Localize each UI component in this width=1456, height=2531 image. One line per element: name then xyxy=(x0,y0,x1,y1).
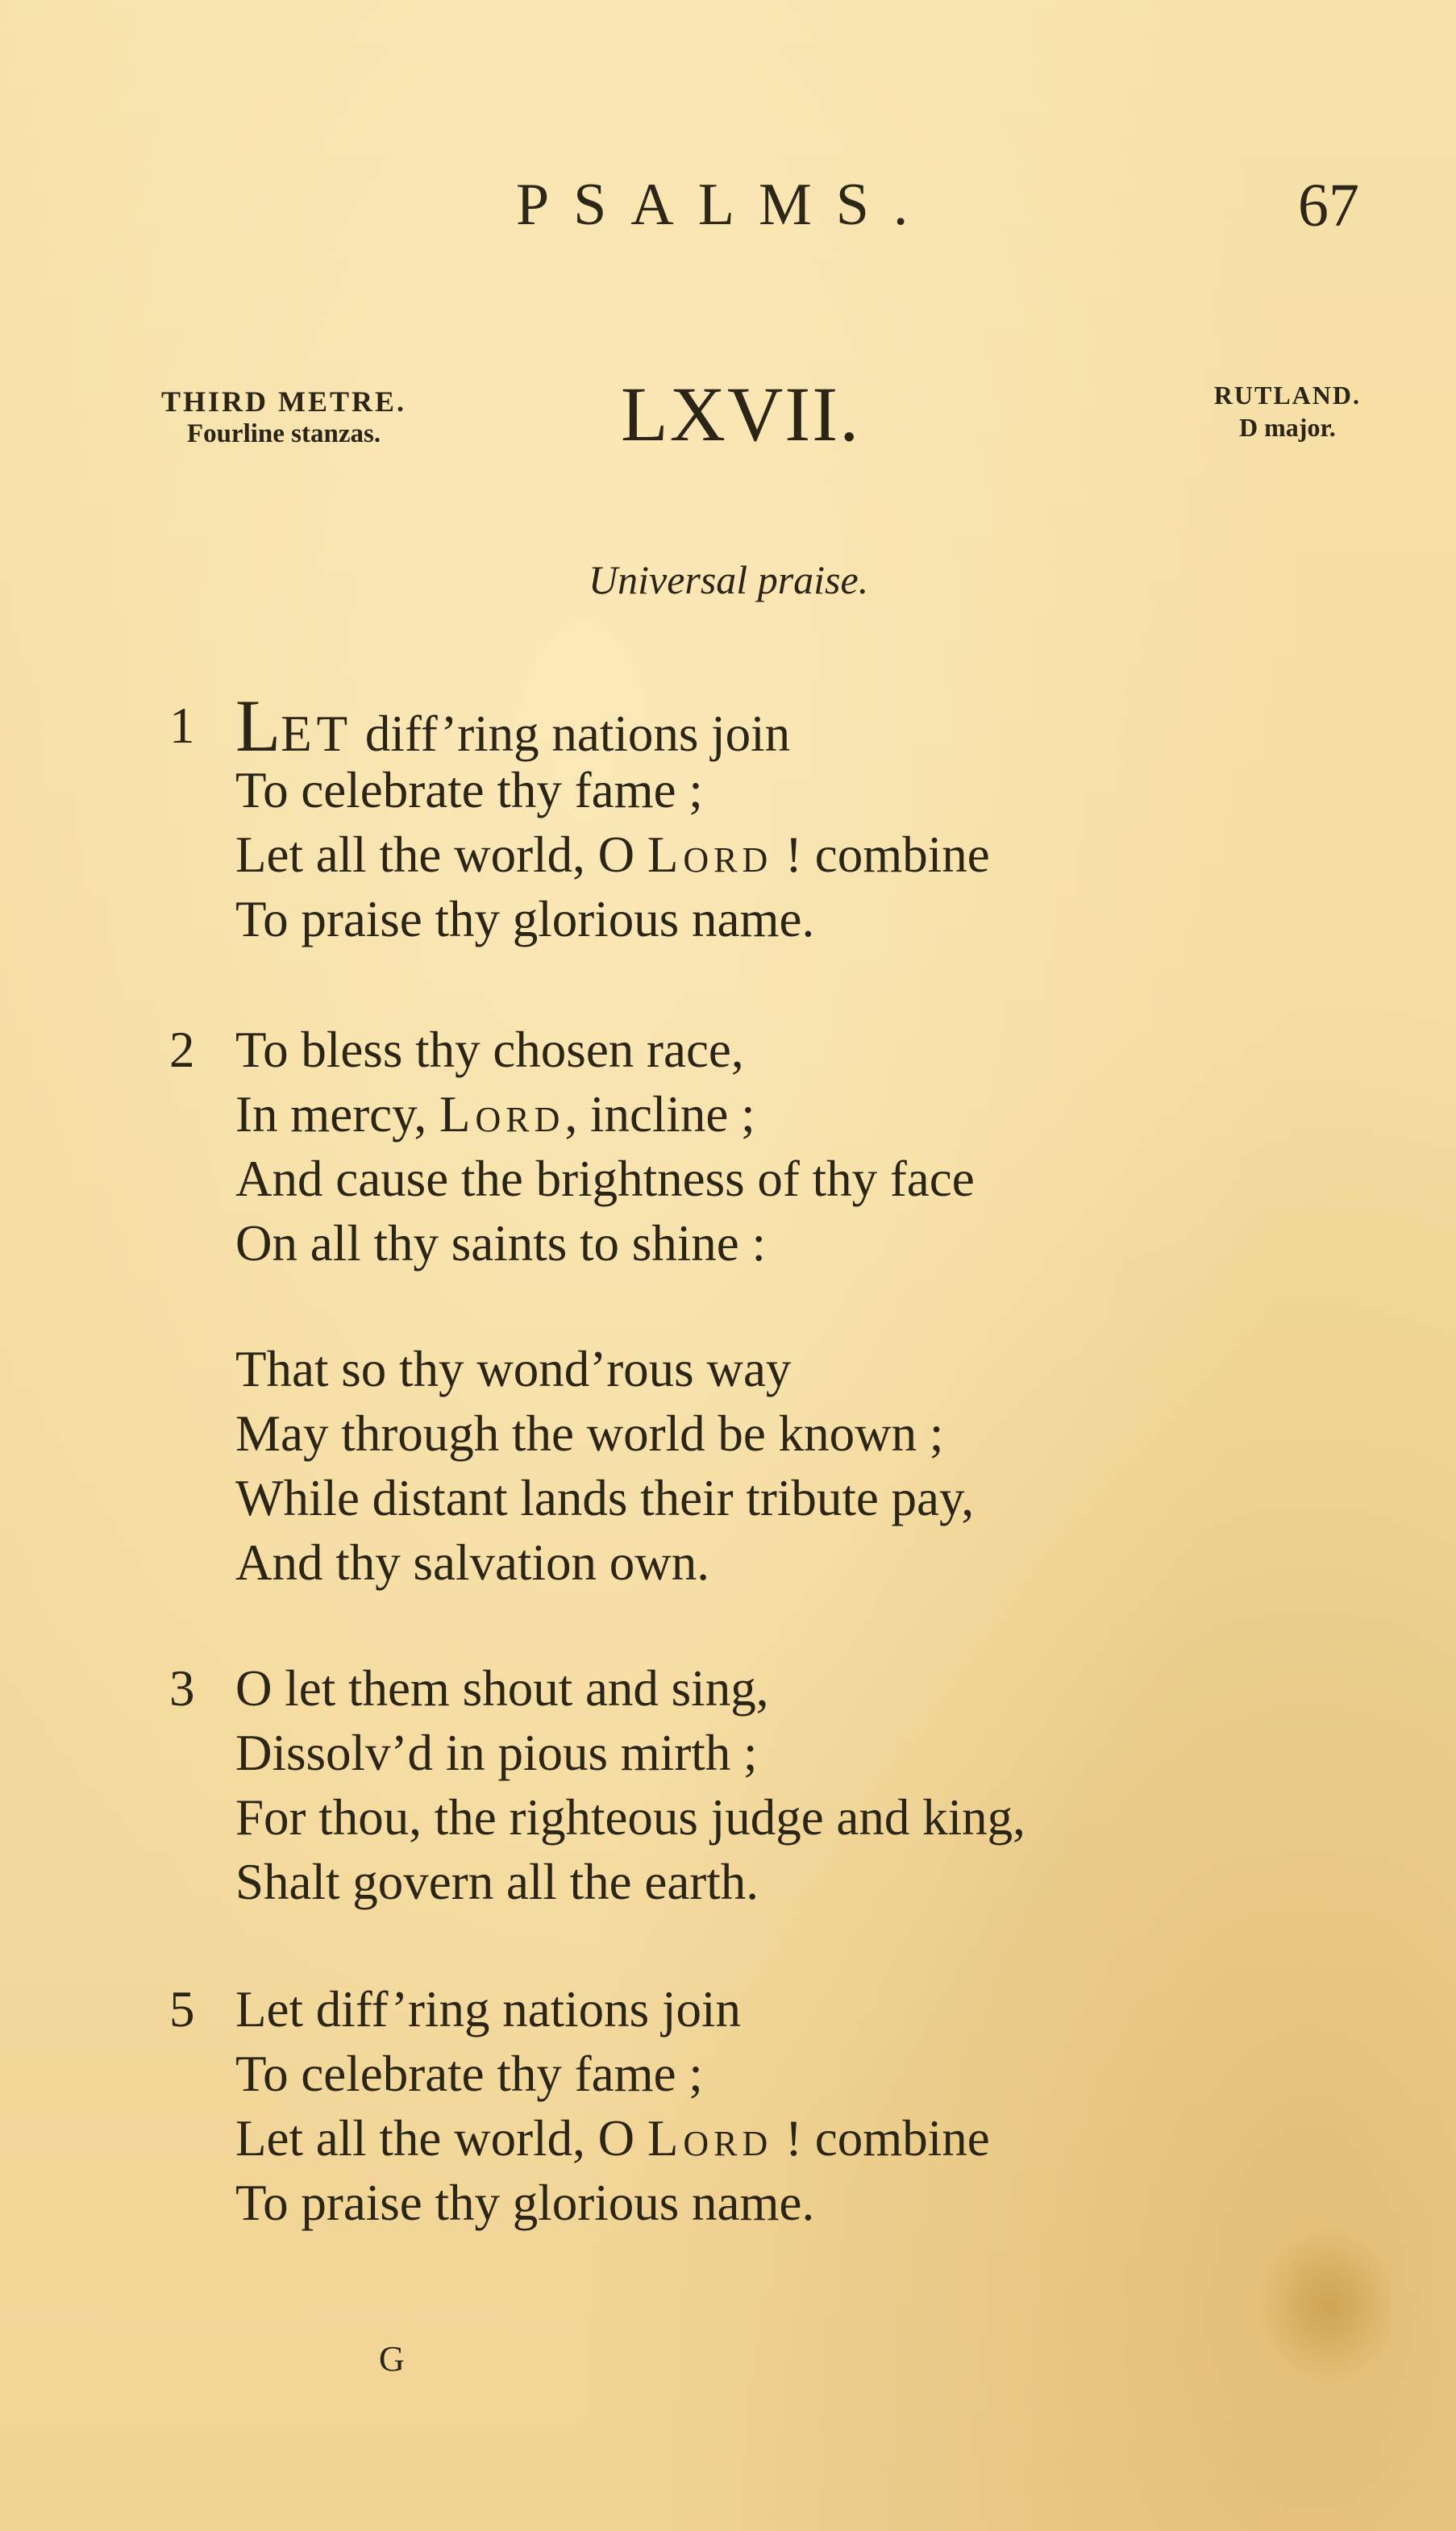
stanza-line: To bless thy chosen race, xyxy=(235,1022,744,1078)
line-text: Let all the world, O xyxy=(235,826,647,883)
stanza-label: Fourline stanzas. xyxy=(186,419,381,448)
stanza-5 xyxy=(169,1977,1298,2235)
psalm-number: LXVII. xyxy=(621,371,861,457)
stanza-line: While distant lands their tribute pay, xyxy=(235,1470,975,1526)
stanza-number: 2 xyxy=(169,1022,195,1078)
stanza-1 xyxy=(169,685,1298,951)
metre-label: THIRD METRE. xyxy=(161,385,407,418)
stanza-line: May through the world be known ; xyxy=(235,1405,944,1462)
stanza-line: And thy salvation own. xyxy=(235,1534,709,1591)
stanza-line: O let them shout and sing, xyxy=(235,1660,769,1717)
stanza-3 xyxy=(169,1656,1298,1914)
stanza-line: That so thy wond’rous way xyxy=(235,1341,792,1397)
lord-small-caps: Lord xyxy=(647,826,773,883)
line-text: In mercy, xyxy=(235,1086,440,1143)
line-text: ! combine xyxy=(772,2110,990,2167)
tune-key: D major. xyxy=(1239,413,1336,442)
line-text: , incline ; xyxy=(564,1086,755,1143)
stanza-unnumbered xyxy=(169,1337,1298,1595)
signature-mark: G xyxy=(379,2339,405,2379)
stanza-line: Let diff’ring nations join xyxy=(235,1981,741,2038)
stanza-line xyxy=(169,685,1298,767)
page-number: 67 xyxy=(1298,172,1359,239)
running-title: PSALMS. xyxy=(516,172,933,238)
stanza-line: To celebrate thy fame ; xyxy=(235,762,703,818)
stanza-number: 5 xyxy=(169,1981,195,2038)
stanza-line: To praise thy glorious name. xyxy=(235,891,815,947)
paper-stain xyxy=(1254,2225,1392,2387)
stanza-line xyxy=(169,1082,1298,1147)
stanza-line: Shalt govern all the earth. xyxy=(235,1854,759,1910)
stanza-line: For thou, the righteous judge and king, xyxy=(235,1789,1025,1846)
metre-info xyxy=(161,385,406,450)
stanza-line: On all thy saints to shine : xyxy=(235,1215,766,1272)
line-text: diff’ring nations join xyxy=(352,706,791,762)
stanza-line xyxy=(169,2106,1298,2171)
stanza-line: Dissolv’d in pious mirth ; xyxy=(235,1725,758,1781)
stanza-line: And cause the brightness of thy face xyxy=(235,1151,975,1207)
stanza-line: To praise thy glorious name. xyxy=(235,2175,815,2231)
stanza-number: 1 xyxy=(169,697,195,754)
lord-small-caps: Lord xyxy=(647,2110,773,2167)
small-caps-word: ET xyxy=(281,706,353,762)
lord-small-caps: Lord xyxy=(439,1086,565,1143)
stanza-number: 3 xyxy=(169,1660,195,1717)
psalm-subject: Universal praise. xyxy=(589,557,869,602)
stanza-line xyxy=(169,822,1298,887)
stanza-line: To celebrate thy fame ; xyxy=(235,2046,703,2102)
line-text: Let all the world, O xyxy=(235,2110,647,2167)
drop-cap: L xyxy=(235,685,281,767)
line-text: ! combine xyxy=(772,826,990,883)
tune-info xyxy=(1214,379,1361,443)
stanza-2 xyxy=(169,1018,1298,1276)
tune-name: RUTLAND. xyxy=(1213,381,1361,410)
